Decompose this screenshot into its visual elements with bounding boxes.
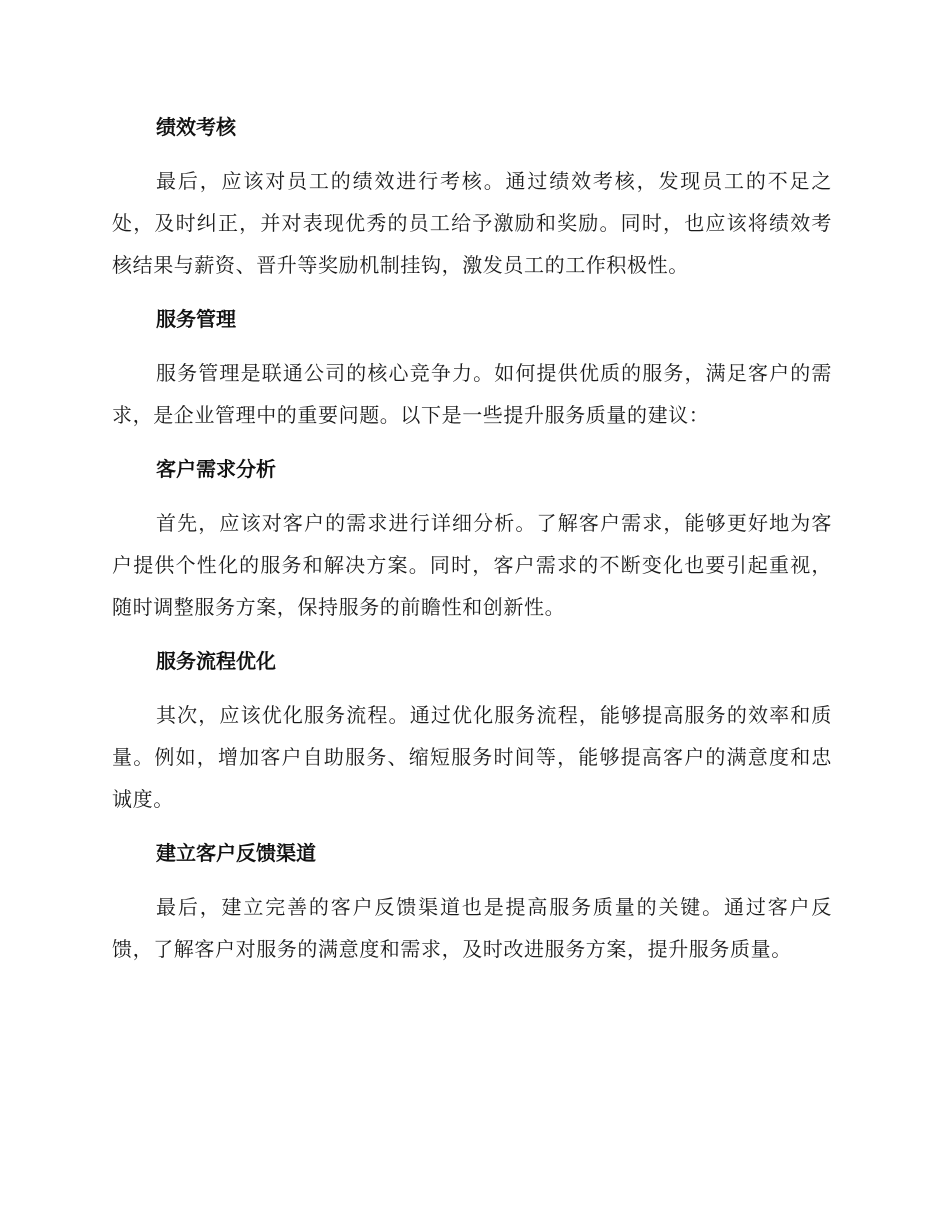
section-heading-customer-needs-analysis: 客户需求分析 [156,457,276,481]
section-heading-service-management: 服务管理 [156,307,236,331]
section-heading-customer-feedback-channel: 建立客户反馈渠道 [156,841,316,865]
section-paragraph-customer-feedback-channel: 最后，建立完善的客户反馈渠道也是提高服务质量的关键。通过客户反馈，了解客户对服务的满意度和需求，及时改进服务方案，提升服务质量。 [112,895,832,961]
section-heading-performance-review: 绩效考核 [156,115,236,139]
section-paragraph-performance-review: 最后，应该对员工的绩效进行考核。通过绩效考核，发现员工的不足之处，及时纠正，并对表现优秀的员工给予激励和奖励。同时，也应该将绩效考核结果与薪资、晋升等奖励机制挂钩，激发员工的工作积极性。 [112,169,832,277]
section-paragraph-customer-needs-analysis: 首先，应该对客户的需求进行详细分析。了解客户需求，能够更好地为客户提供个性化的服务和解决方案。同时，客户需求的不断变化也要引起重视，随时调整服务方案，保持服务的前瞻性和创新性。 [112,511,832,619]
document-body [112,106,832,970]
section-paragraph-service-management: 服务管理是联通公司的核心竞争力。如何提供优质的服务，满足客户的需求，是企业管理中的重要问题。以下是一些提升服务质量的建议： [112,361,832,427]
section-heading-service-process-optimization: 服务流程优化 [156,649,276,673]
section-paragraph-service-process-optimization: 其次，应该优化服务流程。通过优化服务流程，能够提高服务的效率和质量。例如，增加客户自助服务、缩短服务时间等，能够提高客户的满意度和忠诚度。 [112,703,832,811]
